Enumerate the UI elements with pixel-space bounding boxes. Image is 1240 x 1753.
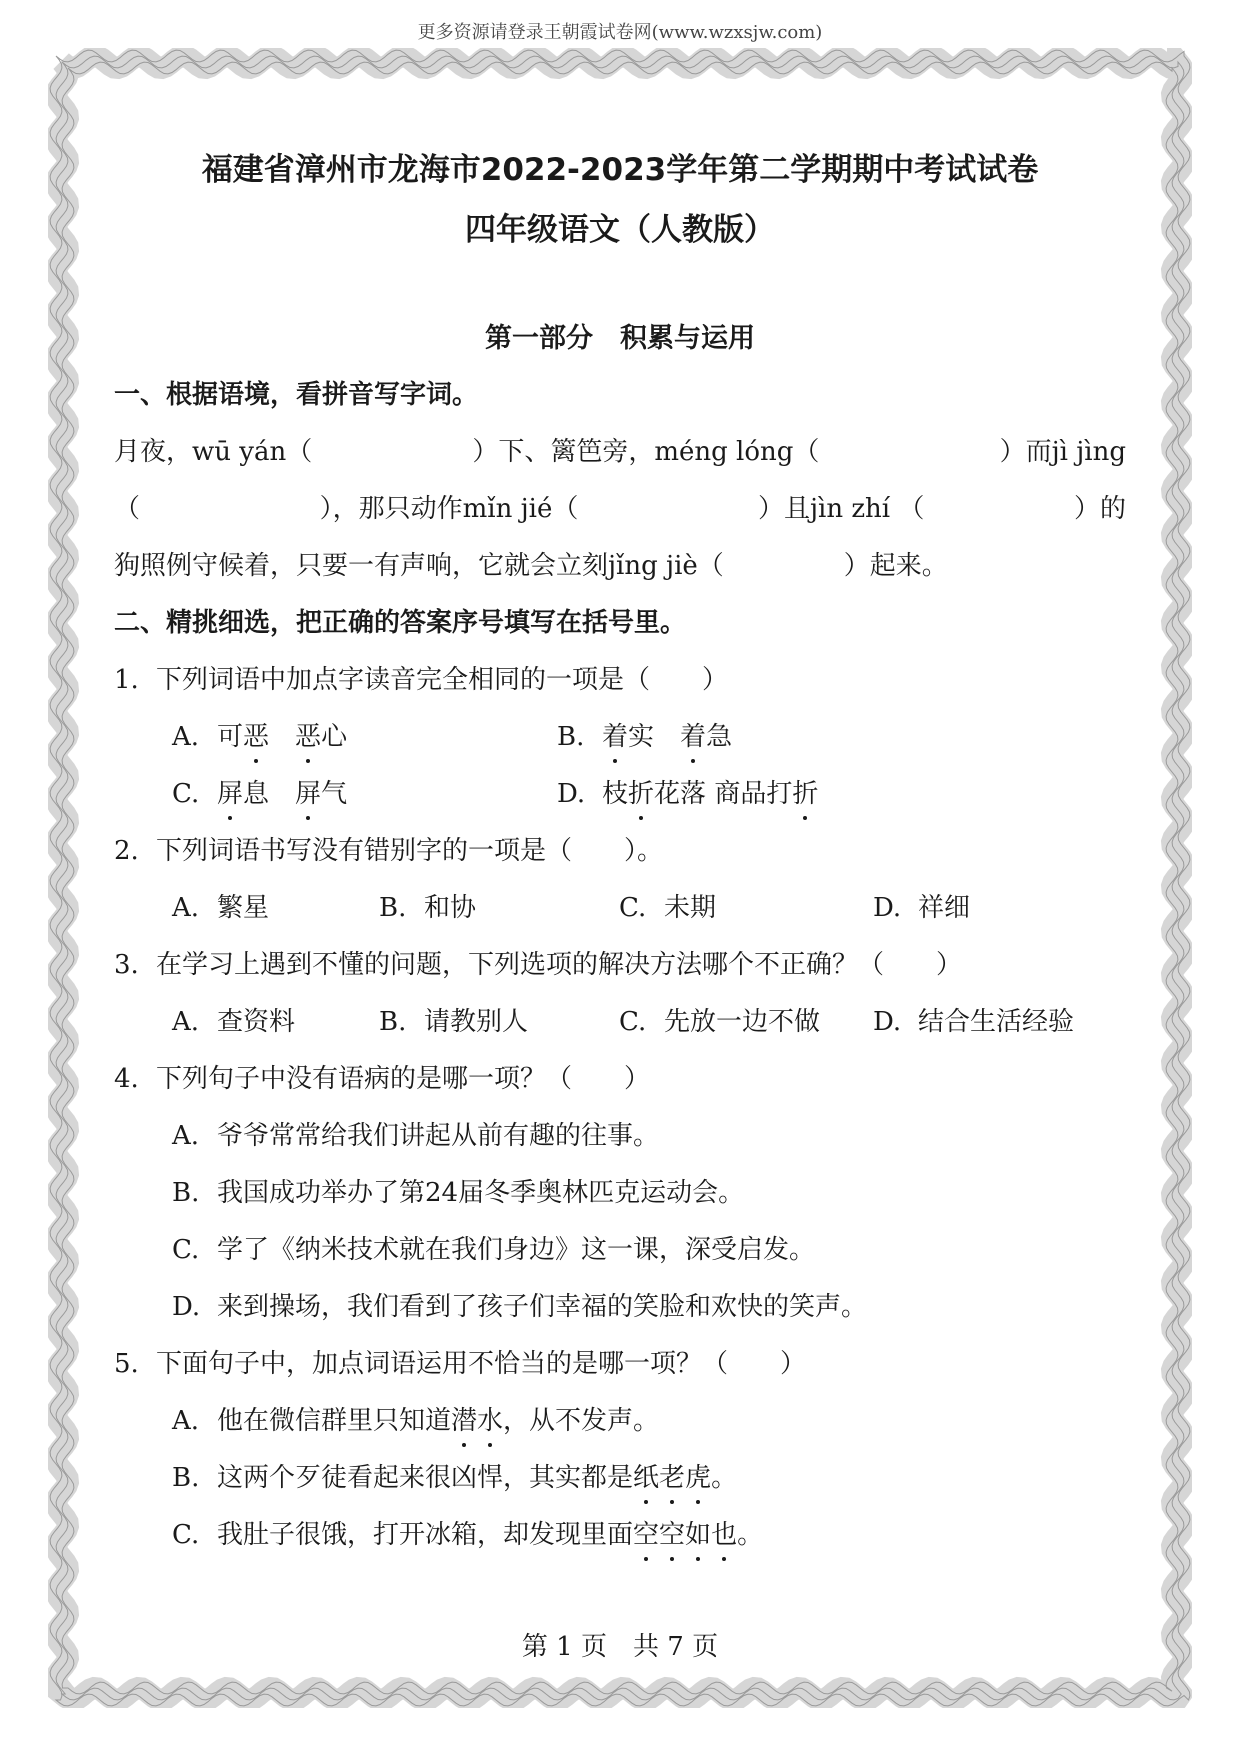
page-footer: 第 1 页 共 7 页 — [521, 1632, 719, 1662]
option-c — [114, 1507, 1126, 1564]
dotted-char: 空 — [659, 1507, 685, 1564]
para-line-1 — [114, 424, 1126, 481]
exam-subtitle: 四年级语文（人教版） — [465, 212, 775, 248]
plain-char: 商品打 — [714, 779, 793, 809]
dotted-char: 纸 — [633, 1450, 659, 1507]
q3-options — [114, 994, 1126, 1051]
seg — [472, 424, 959, 481]
dotted-char: 恶 — [295, 709, 321, 766]
option-text — [217, 709, 347, 766]
dotted-char: 老 — [659, 1450, 685, 1507]
option-b — [379, 880, 619, 937]
option-a — [114, 1108, 1126, 1165]
option-text: 请教别人 — [424, 1007, 529, 1037]
question-2 — [114, 823, 1126, 880]
option-letter: D. — [873, 893, 902, 923]
option-letter: C. — [619, 893, 647, 923]
option-c — [619, 994, 873, 1051]
dotted-char: 恶 — [243, 709, 269, 766]
plain-char: 息 — [243, 779, 270, 809]
option-text: 查资料 — [217, 1007, 296, 1037]
spacer — [269, 722, 295, 752]
header-note: 更多资源请登录王朝霞试卷网(www.wzxsjw.com) — [417, 22, 823, 43]
seg — [320, 481, 699, 538]
section1-paragraph — [114, 424, 1126, 595]
plain-text: 。 — [711, 1463, 738, 1493]
question-text: 下面句子中，加点词语运用不恰当的是哪一项？（ ） — [156, 1349, 807, 1379]
text-seg: ），那只动作mǐn jié（ — [319, 494, 579, 524]
option-text: 繁星 — [217, 893, 270, 923]
option-text — [602, 709, 732, 766]
seg — [114, 424, 432, 481]
option-text: 爷爷常常给我们讲起从前有趣的往事。 — [217, 1121, 660, 1151]
exam-title: 福建省漳州市龙海市2022-2023学年第二学期期中考试试卷 — [201, 152, 1039, 188]
option-text: 来到操场，我们看到了孩子们幸福的笑脸和欢快的笑声。 — [217, 1292, 868, 1322]
option-text — [602, 766, 818, 823]
option-d — [873, 880, 970, 937]
option-text — [217, 1450, 737, 1507]
plain-char: 枝 — [602, 779, 629, 809]
plain-char: 急 — [706, 722, 733, 752]
plain-char: 气 — [321, 779, 348, 809]
dotted-char: 也 — [711, 1507, 737, 1564]
option-text: 学了《纳米技术就在我们身边》这一课，深受启发。 — [217, 1235, 816, 1265]
q1-options-row-1 — [114, 709, 1126, 766]
seg — [114, 481, 260, 538]
option-letter: B. — [379, 893, 407, 923]
option-letter: B. — [172, 1463, 200, 1493]
text-seg: ）且jìn zhí （ — [757, 494, 925, 524]
dotted-char: 屏 — [217, 766, 243, 823]
option-letter: D. — [873, 1007, 902, 1037]
dotted-char: 屏 — [295, 766, 321, 823]
option-letter: D. — [172, 1292, 201, 1322]
question-text: 下列句子中没有语病的是哪一项？（ ） — [156, 1064, 651, 1094]
question-text: 下列词语中加点字读音完全相同的一项是（ ） — [156, 665, 729, 695]
option-letter: B. — [379, 1007, 407, 1037]
dotted-char: 折 — [628, 766, 654, 823]
dotted-char: 水 — [477, 1393, 503, 1450]
option-text: 我国成功举办了第24届冬季奥林匹克运动会。 — [217, 1178, 745, 1208]
option-a — [172, 709, 557, 766]
option-text: 未期 — [664, 893, 717, 923]
option-letter: A. — [172, 722, 200, 752]
question-text: 在学习上遇到不懂的问题，下列选项的解决方法哪个不正确？（ ） — [156, 950, 963, 980]
option-letter: A. — [172, 1121, 200, 1151]
plain-text: 我肚子很饿，打开冰箱，却发现里面 — [217, 1520, 634, 1550]
question-4 — [114, 1051, 1126, 1108]
spacer — [654, 722, 680, 752]
plain-char: 花落 — [654, 779, 707, 809]
option-text — [217, 766, 347, 823]
option-letter: A. — [172, 1007, 200, 1037]
option-letter: C. — [172, 1520, 200, 1550]
option-letter: B. — [172, 1178, 200, 1208]
dotted-char: 虎 — [685, 1450, 711, 1507]
text-seg: （ — [114, 494, 141, 524]
option-d — [557, 766, 818, 823]
question-number: 5. — [114, 1349, 139, 1379]
text-seg: ）下、篱笆旁，méng lóng（ — [472, 437, 820, 467]
plain-text: 。 — [737, 1520, 764, 1550]
option-text: 和协 — [424, 893, 477, 923]
text-seg: 狗照例守候着，只要一有声响，它就会立刻jǐng jiè（ — [114, 551, 724, 581]
option-a — [172, 880, 379, 937]
question-3 — [114, 937, 1126, 994]
option-b — [557, 709, 732, 766]
dotted-char: 潜 — [451, 1393, 477, 1450]
option-c — [172, 766, 557, 823]
option-letter: C. — [172, 1235, 200, 1265]
seg — [758, 481, 1014, 538]
option-text — [217, 1507, 763, 1564]
dotted-char: 着 — [680, 709, 706, 766]
option-letter: B. — [557, 722, 585, 752]
exam-page — [114, 140, 1126, 1564]
question-text: 下列词语书写没有错别字的一项是（ ）。 — [156, 836, 664, 866]
option-text: 结合生活经验 — [918, 1007, 1075, 1037]
plain-char: 可 — [217, 722, 244, 752]
text-seg: ）起来。 — [843, 551, 948, 581]
option-c — [114, 1222, 1126, 1279]
option-a — [172, 994, 379, 1051]
dotted-char: 折 — [792, 766, 818, 823]
plain-text: 他在微信群里只知道 — [217, 1406, 452, 1436]
option-letter: D. — [557, 779, 586, 809]
question-number: 1. — [114, 665, 139, 695]
plain-char: 心 — [321, 722, 348, 752]
section1-title: 一、根据语境，看拼音写字词。 — [114, 380, 479, 410]
question-1 — [114, 652, 1126, 709]
part-title: 第一部分 积累与运用 — [485, 323, 755, 354]
option-letter: A. — [172, 893, 200, 923]
plain-text: 这两个歹徒看起来很凶悍，其实都是 — [217, 1463, 634, 1493]
para-line-2 — [114, 481, 1126, 538]
dotted-char: 空 — [633, 1507, 659, 1564]
option-text — [217, 1393, 659, 1450]
question-number: 2. — [114, 836, 139, 866]
option-c — [619, 880, 873, 937]
section2-title: 二、精挑细选，把正确的答案序号填写在括号里。 — [114, 608, 687, 638]
para-line-3 — [114, 538, 1126, 595]
option-b — [114, 1450, 1126, 1507]
option-a — [114, 1393, 1126, 1450]
option-letter: C. — [172, 779, 200, 809]
option-d — [114, 1279, 1126, 1336]
question-number: 4. — [114, 1064, 139, 1094]
dotted-char: 如 — [685, 1507, 711, 1564]
option-d — [873, 994, 1074, 1051]
option-b — [114, 1165, 1126, 1222]
text-seg: 月夜，wū yán（ — [114, 437, 313, 467]
option-text: 祥细 — [918, 893, 971, 923]
text-seg: ）而jì jìng — [999, 437, 1126, 467]
question-5 — [114, 1336, 1126, 1393]
question-number: 3. — [114, 950, 139, 980]
option-text: 先放一边不做 — [664, 1007, 821, 1037]
spacer — [269, 779, 295, 809]
option-letter: A. — [172, 1406, 200, 1436]
q1-options-row-2 — [114, 766, 1126, 823]
text-seg: ）的 — [1073, 494, 1126, 524]
plain-text: ，从不发声。 — [503, 1406, 660, 1436]
option-letter: C. — [619, 1007, 647, 1037]
dotted-char: 着 — [602, 709, 628, 766]
q2-options — [114, 880, 1126, 937]
plain-char: 实 — [628, 722, 655, 752]
option-b — [379, 994, 619, 1051]
